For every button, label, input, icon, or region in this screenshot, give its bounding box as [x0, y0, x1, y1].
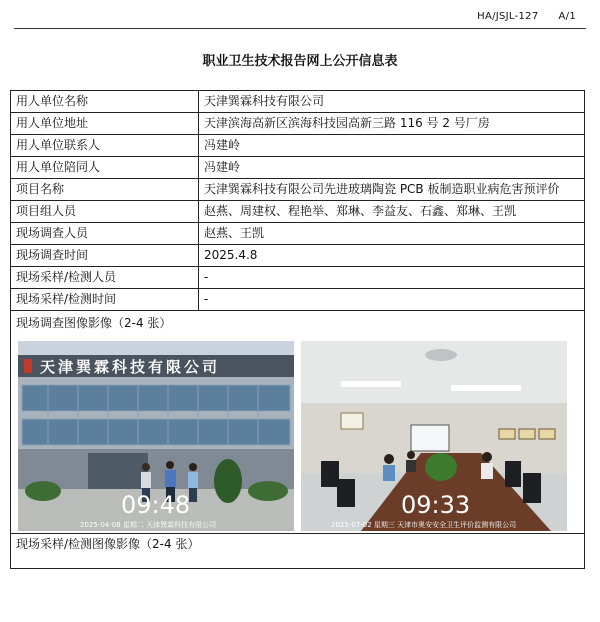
photo-caption: 2025-07-02 星期三 天津市奥安安全卫生评价监测有限公司: [331, 521, 517, 529]
row-value: -: [199, 289, 585, 311]
row-value: 天津巽霖科技有限公司: [199, 91, 585, 113]
header-rule: [14, 28, 586, 29]
row-label: 用人单位陪同人: [11, 157, 199, 179]
table-row: [11, 289, 585, 311]
row-label: 现场调查人员: [11, 223, 199, 245]
sampling-photos-row: [11, 534, 585, 569]
page-number: A/1: [558, 11, 576, 22]
row-label: 项目组人员: [11, 201, 199, 223]
table-row: [11, 91, 585, 113]
row-label: 用人单位联系人: [11, 135, 199, 157]
photo-timestamp: 09:33: [401, 491, 471, 519]
meeting-photo: [301, 341, 567, 531]
table-row: [11, 135, 585, 157]
row-value: 赵燕、王凯: [199, 223, 585, 245]
table-row: [11, 157, 585, 179]
document-reference: [477, 11, 576, 22]
building-sign: 天津巽霖科技有限公司: [40, 358, 221, 376]
info-table: [10, 90, 585, 569]
row-value: -: [199, 267, 585, 289]
table-row: [11, 267, 585, 289]
row-label: 项目名称: [11, 179, 199, 201]
building-photo: [18, 341, 294, 531]
sampling-photos-label: 现场采样/检测图像影像（2-4 张）: [11, 534, 585, 569]
row-label: 现场采样/检测人员: [11, 267, 199, 289]
table-row: [11, 223, 585, 245]
row-value: 冯建岭: [199, 157, 585, 179]
row-label: 用人单位名称: [11, 91, 199, 113]
row-value: 天津巽霖科技有限公司先进玻璃陶瓷 PCB 板制造职业病危害预评价: [199, 179, 585, 201]
photo-timestamp: 09:48: [121, 491, 191, 519]
table-row: [11, 113, 585, 135]
row-value: 2025.4.8: [199, 245, 585, 267]
survey-photos-row: [11, 311, 585, 534]
row-value: 冯建岭: [199, 135, 585, 157]
row-value: 天津滨海高新区滨海科技园高新三路 116 号 2 号厂房: [199, 113, 585, 135]
doc-code: HA/JSJL-127: [477, 11, 539, 22]
photo-caption: 2025-04-08 星期二 天津巽霖科技有限公司: [80, 521, 217, 529]
table-row: [11, 245, 585, 267]
table-row: [11, 201, 585, 223]
page-title: 职业卫生技术报告网上公开信息表: [202, 54, 398, 69]
survey-photos-label: 现场调查图像影像（2-4 张）: [16, 316, 172, 330]
row-value: 赵燕、周建权、程艳举、郑琳、李益友、石鑫、郑琳、王凯: [199, 201, 585, 223]
row-label: 现场调查时间: [11, 245, 199, 267]
survey-photos-cell: [11, 311, 585, 534]
row-label: 用人单位地址: [11, 113, 199, 135]
table-row: [11, 179, 585, 201]
row-label: 现场采样/检测时间: [11, 289, 199, 311]
